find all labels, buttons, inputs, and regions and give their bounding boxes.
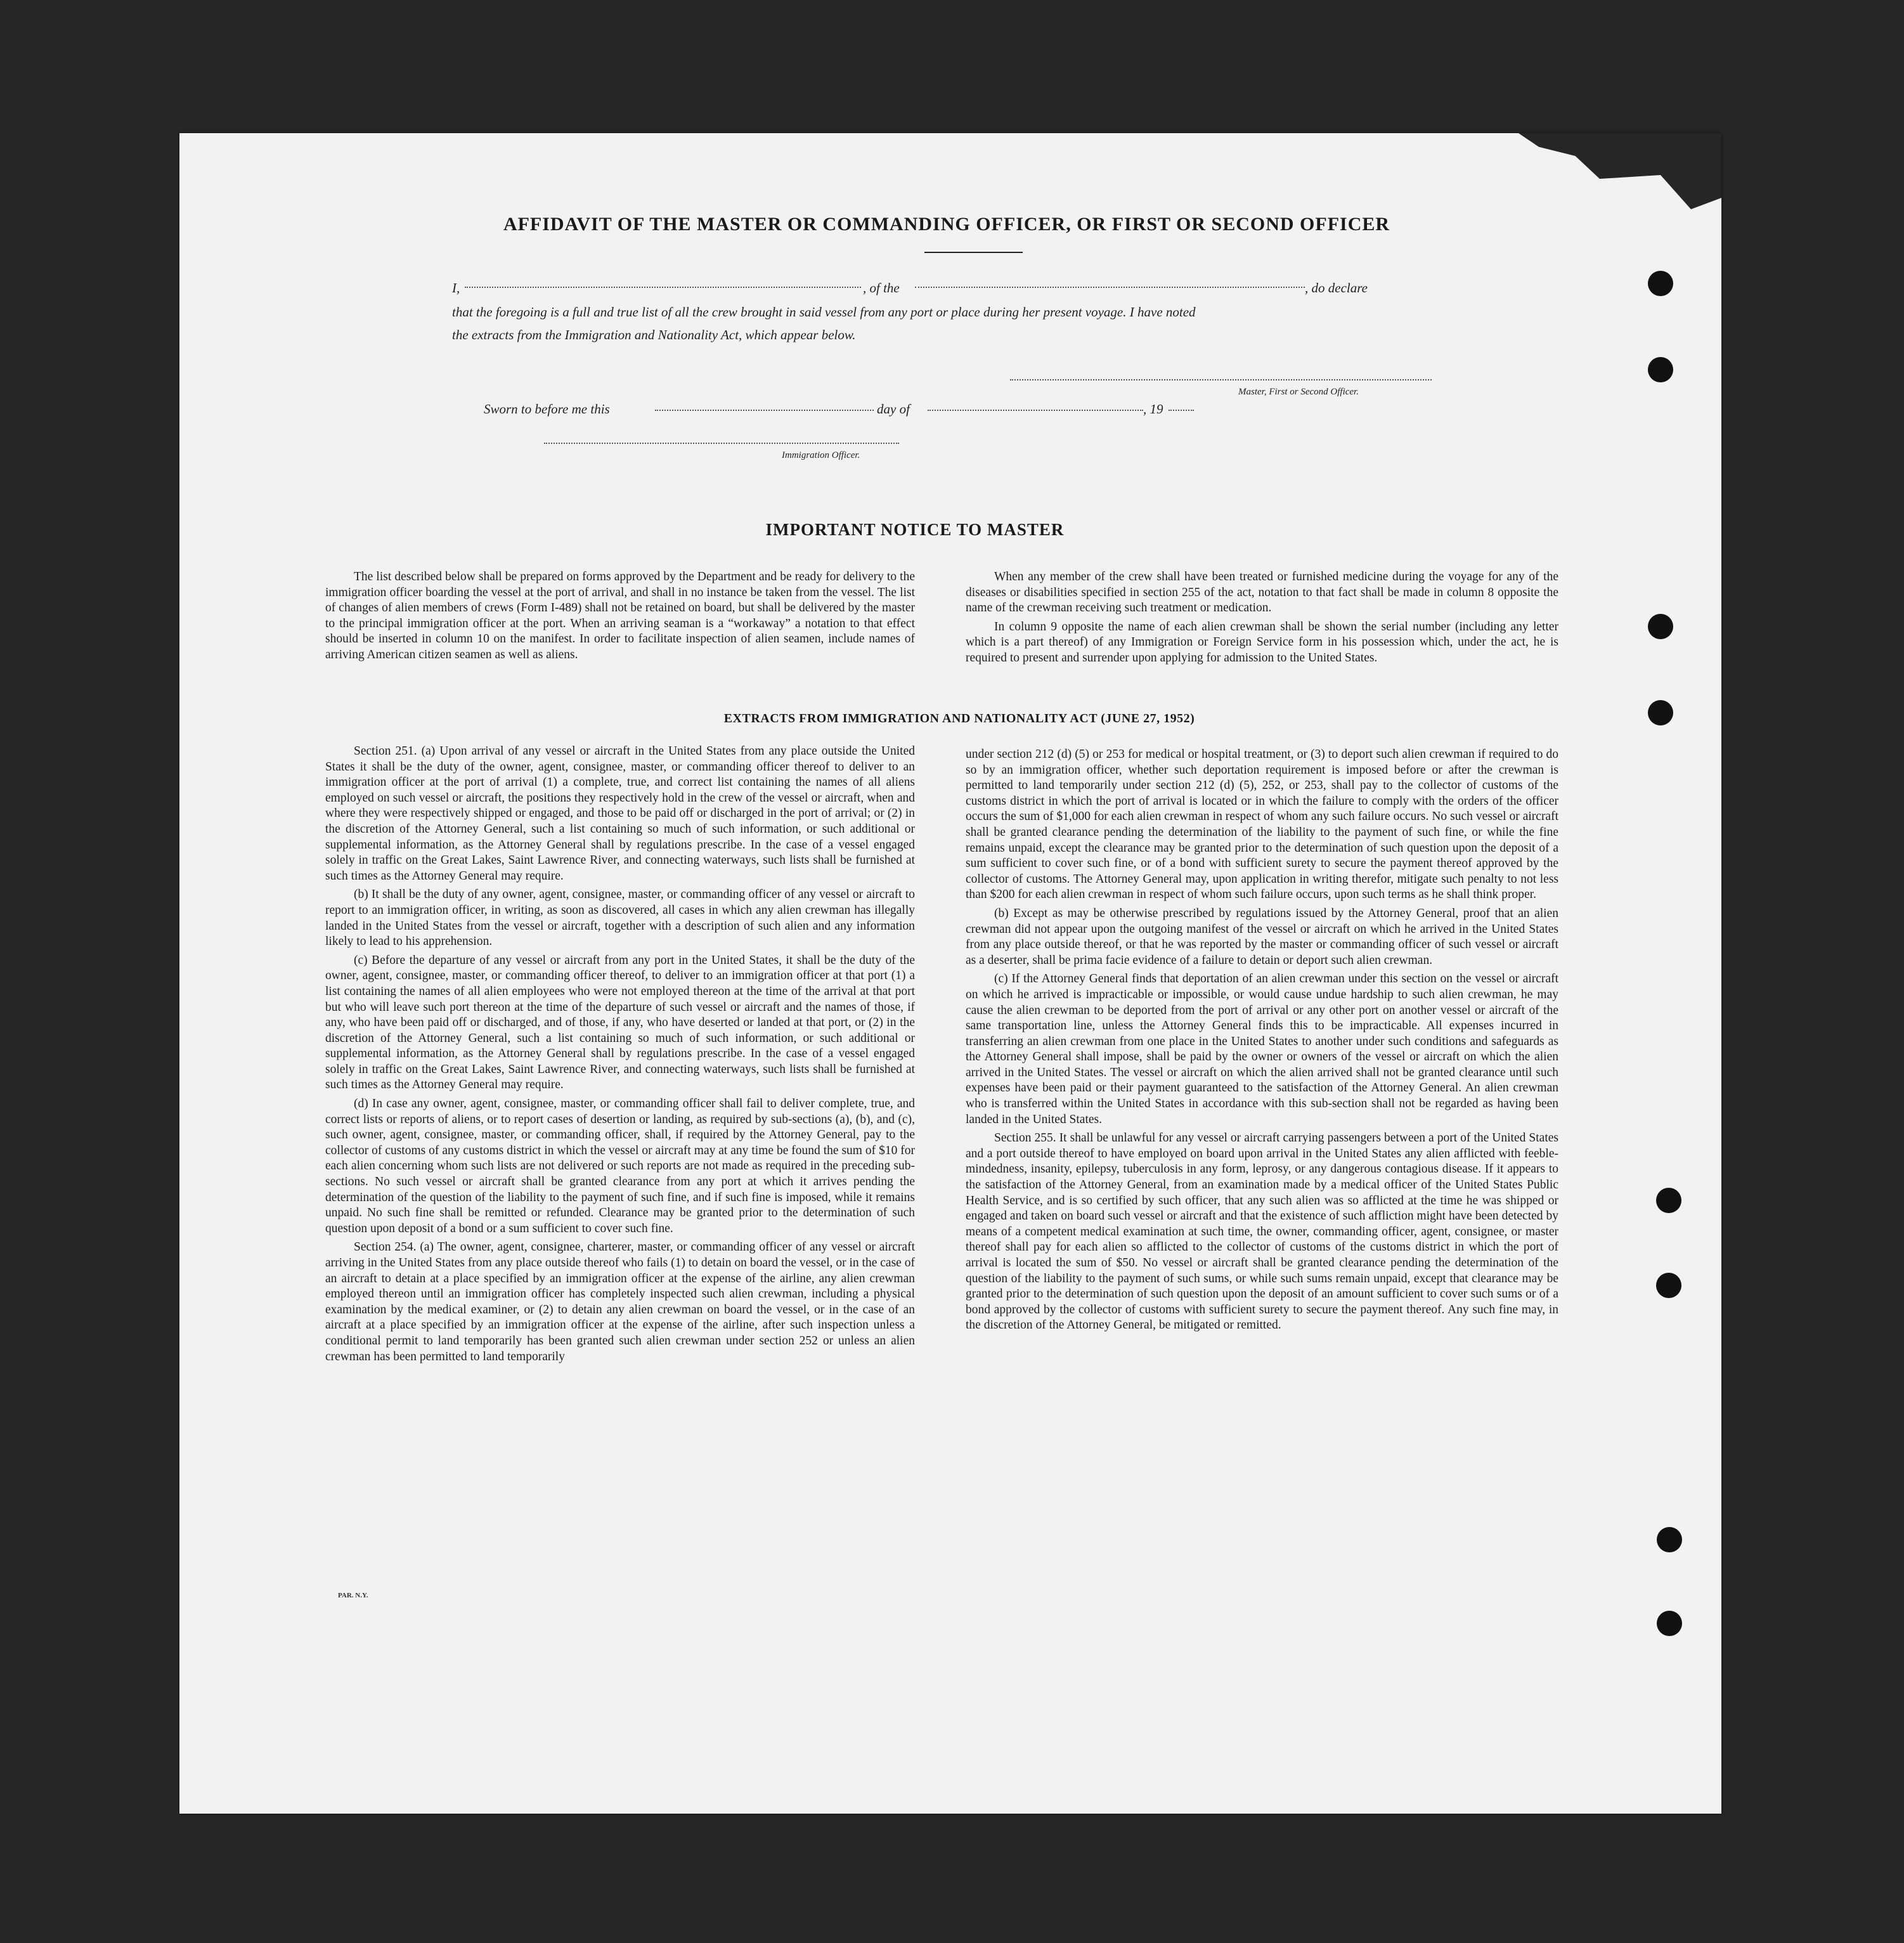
officer-signature-field[interactable] [544, 443, 899, 444]
extracts-title: EXTRACTS FROM IMMIGRATION AND NATIONALITY ACT (JUNE 27, 1952) [723, 712, 1195, 725]
extracts-left-column [325, 744, 915, 1368]
affidavit-declare: , do declare [1305, 280, 1368, 296]
section-251-c: (c) Before the departure of any vessel or aircraft from any port in the United States, it shall be the duty of the owner, agent, consignee, master, or commanding officer thereof, to deliver to an immigration officer at that port (1) a list containing the names of all alien employees who were not employed thereon at the time of the arrival at that port but who will leave such port thereon at the time of the departure of such vessel or aircraft and the names of those, if any, who have been paid off or discharged, and of those, if any, who have deserted or landed at that port, or (2) in the discretion of the Attorney General, such a list containing so much of such information, or such additional or supplemental information, as the Attorney General shall by regulations prescribe. In the case of a vessel engaged solely in traffic on the Great Lakes, Saint Lawrence River, and connecting waterways, such lists shall be furnished at such times as the Attorney General may require. [325, 953, 915, 1092]
notice-left-paragraph: The list described below shall be prepared on forms approved by the Department and be ready for delivery to the immigration officer boarding the vessel at the port of arrival, and shall in no instance be taken from the vessel. The list of changes of alien members of crews (Form I-489) shall not be retained on board, but shall be delivered by the master to the principal immigration officer at the port. When an arriving seaman is a “workaway” a notation to that effect should be inserted in column 10 on the manifest. In order to facilitate inspection of alien seamen, include names of arriving American citizen seamen as well as aliens. [325, 570, 915, 661]
affidavit-line-2: that the foregoing is a full and true list of all the crew brought in said vessel from any port or place during her present voyage. I have noted [452, 304, 1196, 320]
section-254-a: Section 254. (a) The owner, agent, consignee, charterer, master, or commanding officer of any vessel or aircraft arriving in the United States from any place outside thereof who fails (1) to detain on board the vessel, or in the case of an aircraft to detain at a place specified by an immigration officer at the expense of the airline, any alien crewman employed thereon until an immigration officer has completely inspected such alien crewman, including a physical examination by the medical examiner, or (2) to detain any alien crewman on board the vessel, or in the case of an aircraft at a place specified by an immigration officer at the expense of the airline, after such inspection unless a conditional permit to land temporarily has been granted such alien crewman under section 252 or unless an alien crewman has been permitted to land temporarily [325, 1240, 915, 1363]
binder-hole-icon [1656, 1273, 1681, 1298]
section-254-b: (b) Except as may be otherwise prescribed by regulations issued by the Attorney General, proof that an alien crewman did not appear upon the outgoing manifest of the vessel or aircraft on which he arrived in the United States from any place outside thereof, or that he was reported by the master or commanding officer of such vessel or aircraft as a deserter, shall be prima facie evidence of a failure to detain or deport such alien crewman. [966, 906, 1558, 967]
affidavit-title: AFFIDAVIT OF THE MASTER OR COMMANDING OFFICER, OR FIRST OR SECOND OFFICER [503, 214, 1390, 235]
document-page [179, 133, 1721, 1814]
year-label: , 19 [1143, 401, 1163, 417]
notice-right-paragraph-1: When any member of the crew shall have been treated or furnished medicine during the voyage for any of the diseases or disabilities specified in section 255 of the act, notation to that fact shall be made in column 8 opposite the name of the crewman receiving such treatment or medication. [966, 570, 1558, 615]
binder-hole-icon [1657, 1527, 1682, 1552]
affidavit-i: I, [452, 280, 460, 296]
notice-left-column [325, 569, 915, 666]
affidavit-of-the: , of the [863, 280, 900, 296]
master-signature-field[interactable] [1010, 379, 1432, 380]
sworn-label: Sworn to before me this [484, 401, 610, 417]
section-255: Section 255. It shall be unlawful for any vessel or aircraft carrying passengers between a port of the United States and a port outside thereof to have employed on board upon arrival in the United States any alien afflicted with feeble-mindedness, insanity, epilepsy, tuberculosis in any form, leprosy, or any dangerous contagious disease. If it appears to the satisfaction of the Attorney General, from an examination made by a medical officer of the United States Public Health Service, and is so certified by such officer, that any such alien was so afflicted at the time he was shipped or engaged and taken on board such vessel or aircraft and that the existence of such affliction might have been detected by means of a competent medical examination at such time, the owner, commanding officer, agent, consignee, or master thereof shall pay for each alien so afflicted to the collector of customs of the customs district in which the port of arrival is located the sum of $50. No vessel or aircraft shall be granted clearance pending the determination of the question of the liability to the payment of such sums, or while such sums remain unpaid, except that clearance may be granted prior to the determination of such question upon the deposit of an amount sufficient to cover such sums or of a bond approved by the collector of customs with sufficient surety to secure the payment thereof. Any such fine may, in the discretion of the Attorney General, be mitigated or remitted. [966, 1131, 1558, 1332]
master-signature-label: Master, First or Second Officer. [1238, 387, 1359, 397]
sworn-day-field[interactable] [655, 410, 874, 411]
officer-signature-label: Immigration Officer. [782, 450, 860, 460]
section-254-a-cont: under section 212 (d) (5) or 253 for medical or hospital treatment, or (3) to deport such alien crewman if required to do so by an immigration officer, whether such deportation requirement is imposed before or after the crewman is permitted to land temporarily under section 212 (d) (5), 252, or 253, shall pay to the collector of customs of the customs district in which the port of arrival is located or in which the failure to comply with the orders of the officer occurs the sum of $1,000 for each alien crewman in respect of whom any such failure occurs. No such vessel or aircraft shall be granted clearance pending the determination of the liability to the payment of such fine, or while the fine remains unpaid, except the clearance may be granted prior to the determination of such question upon the deposit of a sum sufficient to cover such fine, or of a bond with sufficient surety to secure the payment thereof approved by the collector of customs. The Attorney General may, upon application in writing therefor, mitigate such penalty to not less than $200 for each alien crewman in respect of whom such failure occurs, upon such terms as he shall think proper. [966, 748, 1558, 902]
sworn-year-field[interactable] [1169, 410, 1194, 411]
notice-right-paragraph-2: In column 9 opposite the name of each alien crewman shall be shown the serial number (including any letter which is a part thereof) of any Immigration or Foreign Service form in his possession which, under the act, he is required to present and surrender upon applying for admission to the United States. [966, 620, 1558, 665]
binder-hole-icon [1648, 271, 1673, 296]
section-254-c: (c) If the Attorney General finds that deportation of an alien crewman under this section on the vessel or aircraft on which he arrived is impracticable or impossible, or would cause undue hardship to such alien crewman, he may cause the alien crewman to be deported from the port of arrival or any other port on another vessel or aircraft of the same transportation line, unless the Attorney General finds this to be impracticable. All expenses incurred in transferring an alien crewman from one place in the United States to another under such conditions and safeguards as the Attorney General shall impose, shall be paid by the owner or owners of the vessel or aircraft on which the alien arrived in the United States. The vessel or aircraft on which the alien arrived shall not be granted clearance until such expenses have been paid or their payment guaranteed to the satisfaction of the Attorney General. An alien crewman who is transferred within the United States in accordance with this sub-section shall not be regarded as having been landed in the United States. [966, 972, 1558, 1126]
notice-title: IMPORTANT NOTICE TO MASTER [765, 520, 1065, 539]
binder-hole-icon [1648, 700, 1673, 725]
section-251-d: (d) In case any owner, agent, consignee, master, or commanding officer shall fail to deliver complete, true, and correct lists or reports of aliens, or to report cases of desertion or landing, as required by sub-sections (a), (b), and (c), such owner, agent, consignee, master, or commanding officer, shall, if required by the Attorney General, pay to the collector of customs of any customs district in which the vessel or aircraft may at any time be found the sum of $10 for each alien concerning whom such lists are not delivered or such reports are not made as required in the preceding sub-sections. No such vessel or aircraft shall be granted clearance from any port at which it arrives pending the determination of the question of the liability to the payment of such fine, and if such fine is imposed, while it remains unpaid. No such fine shall be remitted or refunded. Clearance may be granted prior to the determination of such question upon deposit of a bond or a sum sufficient to cover such fine. [325, 1097, 915, 1235]
print-code: PAR. N.Y. [338, 1592, 368, 1599]
vessel-field[interactable] [915, 287, 1305, 288]
extracts-right-column [966, 747, 1558, 1337]
section-251-a: Section 251. (a) Upon arrival of any vessel or aircraft in the United States from any place outside the United States it shall be the duty of the owner, agent, consignee, master, or commanding officer thereof to deliver to an immigration officer at the port of arrival (1) a complete, true, and correct list containing the names of all aliens employed on such vessel or aircraft, the positions they respectively hold in the crew of the vessel or aircraft, when and where they were respectively shipped or engaged, and those to be paid off or discharged in the port of arrival; or (2) in the discretion of the Attorney General, such a list containing so much of such information, or such additional or supplemental information, as the Attorney General shall by regulations prescribe. In the case of a vessel engaged solely in traffic on the Great Lakes, Saint Lawrence River, and connecting waterways, such lists shall be furnished at such times as the Attorney General may require. [325, 744, 915, 883]
section-251-b: (b) It shall be the duty of any owner, agent, consignee, master, or commanding officer of any vessel or aircraft to report to an immigration officer, in writing, as soon as discovered, all cases in which any alien crewman has illegally landed in the United States from the vessel or aircraft, together with a description of such alien and any information likely to lead to his apprehension. [325, 888, 915, 949]
affidavit-line-3: the extracts from the Immigration and Nationality Act, which appear below. [452, 327, 856, 342]
title-rule [924, 252, 1023, 253]
binder-hole-icon [1648, 357, 1673, 382]
name-field[interactable] [465, 287, 861, 288]
binder-hole-icon [1657, 1611, 1682, 1636]
binder-hole-icon [1656, 1188, 1681, 1213]
notice-right-column [966, 569, 1558, 670]
torn-corner [1519, 133, 1721, 209]
binder-hole-icon [1648, 614, 1673, 639]
sworn-month-field[interactable] [928, 410, 1143, 411]
day-of-label: day of [877, 401, 910, 417]
